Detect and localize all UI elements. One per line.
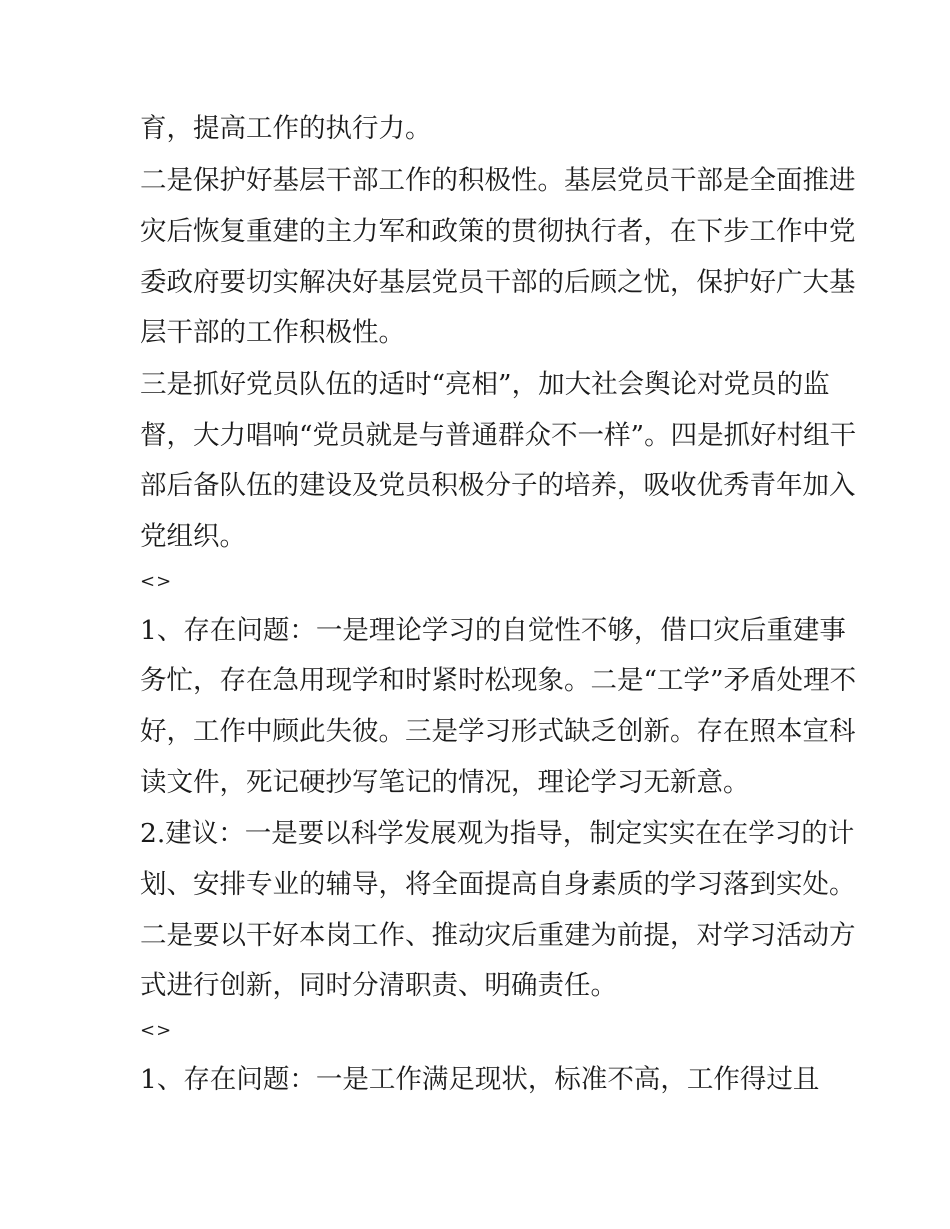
text-line-5: 层干部的工作积极性。 (140, 317, 405, 348)
text-line-10: 1、存在问题：一是理论学习的自觉性不够，借口灾后重建事 (140, 615, 846, 646)
text-line-12: 好，工作中顾此失彼。三是学习形式缺乏创新。存在照本宣科 (140, 716, 856, 747)
text-line-9: 党组织。 (140, 521, 246, 552)
text-line-1: 育，提高工作的执行力。 (140, 113, 432, 144)
text-line-7: 督，大力唱响“党员就是与普通群众不一样”。四是抓好村组干 (140, 420, 857, 451)
section-marker: <> (140, 571, 173, 592)
text-line-14: 2.建议：一是要以科学发展观为指导，制定实实在在学习的计 (140, 818, 855, 849)
text-line-16: 二是要以干好本岗工作、推动灾后重建为前提，对学习活动方 (140, 920, 856, 951)
text-line-17: 式进行创新，同时分清职责、明确责任。 (140, 970, 617, 1001)
text-line-18: 1、存在问题：一是工作满足现状，标准不高，工作得过且 (140, 1064, 820, 1095)
text-line-4: 委政府要切实解决好基层党员干部的后顾之忧，保护好广大基 (140, 267, 856, 298)
text-line-11: 务忙，存在急用现学和时紧时松现象。二是“工学”矛盾处理不 (140, 665, 857, 696)
text-line-8: 部后备队伍的建设及党员积极分子的培养，吸收优秀青年加入 (140, 470, 856, 501)
text-line-2: 二是保护好基层干部工作的积极性。基层党员干部是全面推进 (140, 165, 856, 196)
section-marker: <> (140, 1020, 173, 1041)
text-line-13: 读文件，死记硬抄写笔记的情况，理论学习无新意。 (140, 767, 750, 798)
text-line-6: 三是抓好党员队伍的适时“亮相”，加大社会舆论对党员的监 (140, 369, 830, 400)
text-line-3: 灾后恢复重建的主力军和政策的贯彻执行者，在下步工作中党 (140, 216, 856, 247)
text-line-15: 划、安排专业的辅导，将全面提高自身素质的学习落到实处。 (140, 869, 856, 900)
